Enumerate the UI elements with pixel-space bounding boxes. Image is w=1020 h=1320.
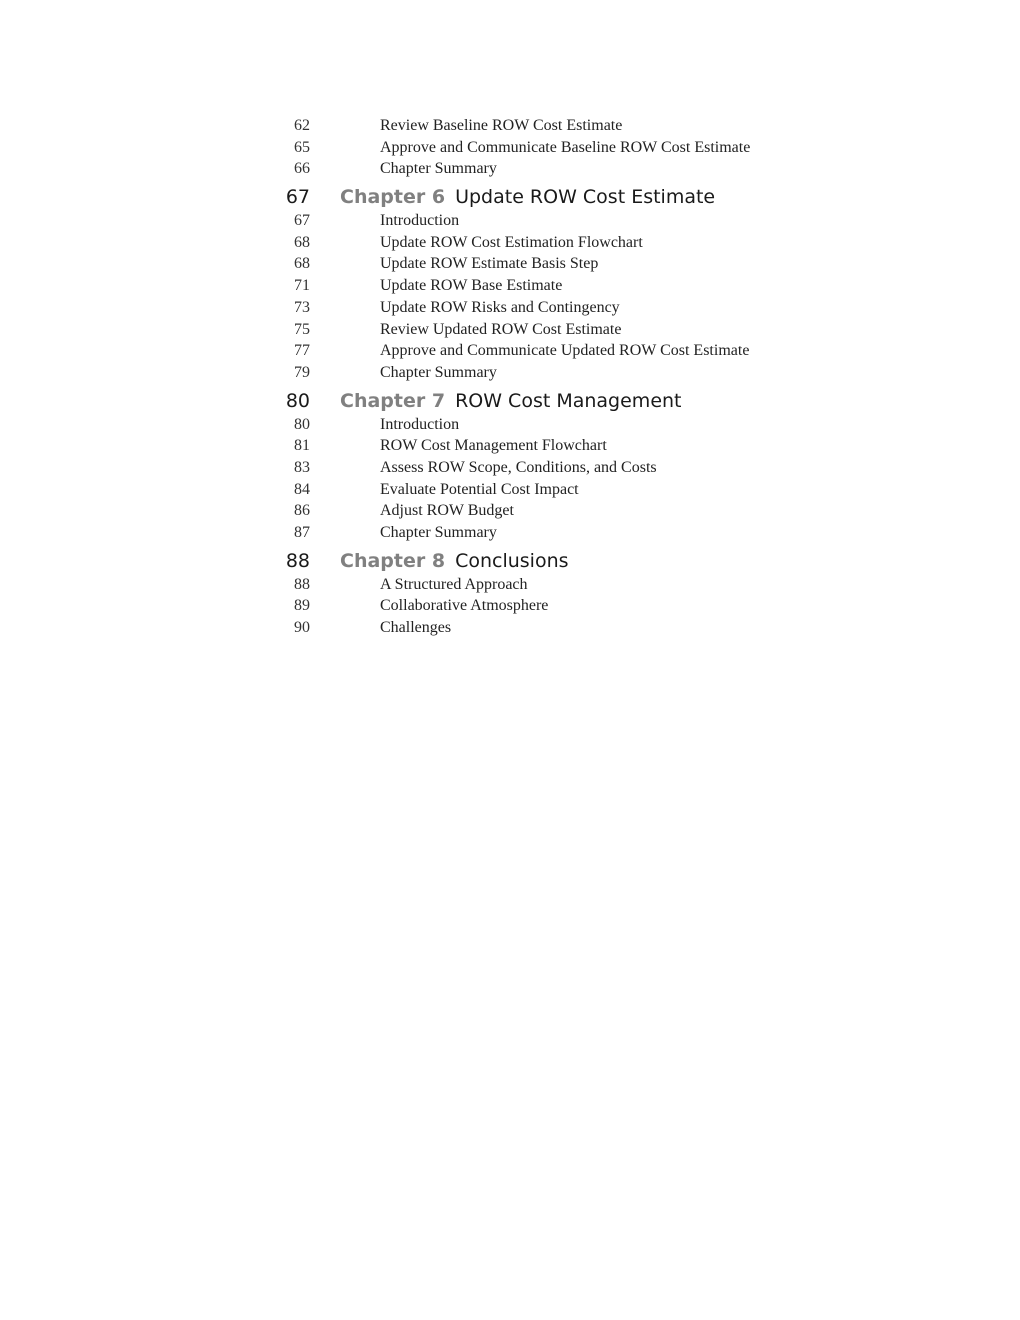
- toc-entry-page: 75: [294, 320, 310, 338]
- toc-entry-title: Update ROW Estimate Basis Step: [380, 255, 599, 273]
- toc-entry-page: 66: [294, 160, 310, 178]
- toc-entry-title: Review Updated ROW Cost Estimate: [380, 320, 622, 338]
- toc-entry-title: Introduction: [380, 212, 460, 230]
- toc-entry-page: 77: [294, 342, 310, 360]
- toc-entry-title: Adjust ROW Budget: [380, 502, 514, 520]
- toc-entry-page: 89: [294, 597, 310, 615]
- toc-entry-page: 71: [294, 277, 310, 295]
- chapter-label: Chapter 7: [340, 389, 446, 412]
- toc-entry: [280, 275, 840, 297]
- toc-entry: [280, 479, 840, 501]
- toc-entry-page: 68: [294, 233, 310, 251]
- toc-entry: [280, 595, 840, 617]
- toc-entry-title: Chapter Summary: [380, 363, 497, 381]
- toc-entry: [280, 500, 840, 522]
- chapter-page: 67: [285, 186, 310, 209]
- toc-entry-title: Chapter Summary: [380, 524, 497, 541]
- toc-entry-title: Introduction: [380, 415, 460, 433]
- toc-entry: [280, 414, 840, 436]
- toc-entry: [280, 232, 840, 254]
- toc-entry-page: 79: [294, 363, 310, 381]
- toc-entry: [280, 158, 840, 180]
- toc-entry-title: Update ROW Base Estimate: [380, 277, 563, 295]
- toc-entry-title: ROW Cost Management Flowchart: [380, 437, 607, 455]
- toc-entry-page: 84: [294, 480, 310, 498]
- toc-entry-page: 80: [294, 415, 310, 433]
- toc-entry-title: Evaluate Potential Cost Impact: [380, 480, 579, 498]
- toc-entry-title: Assess ROW Scope, Conditions, and Costs: [380, 458, 657, 476]
- toc-entry-title: Approve and Communicate Updated ROW Cost Estimate: [380, 342, 750, 360]
- chapter-title: Update ROW Cost Estimate: [455, 186, 716, 209]
- toc-entry: [280, 617, 840, 639]
- toc-entry: [280, 115, 840, 137]
- toc-entry: [280, 137, 840, 159]
- toc-entry-title: Update ROW Risks and Contingency: [380, 298, 620, 316]
- toc-entry-page: 88: [294, 575, 310, 593]
- toc-entry-title: Collaborative Atmosphere: [380, 597, 549, 615]
- toc-entry-page: 87: [294, 524, 310, 541]
- toc-entry: [280, 210, 840, 232]
- toc-entry-page: 65: [294, 138, 310, 156]
- table-of-contents: [280, 115, 840, 639]
- toc-entry-page: 86: [294, 502, 310, 520]
- toc-entry-page: 67: [294, 212, 310, 230]
- toc-entry: [280, 319, 840, 341]
- chapter-title: ROW Cost Management: [455, 389, 682, 412]
- toc-chapter-heading: [280, 389, 840, 414]
- toc-entry-page: 68: [294, 255, 310, 273]
- toc-entry-page: 90: [294, 619, 310, 637]
- toc-entry-title: Chapter Summary: [380, 160, 497, 178]
- toc-entry: [280, 574, 840, 596]
- toc-entry-title: Update ROW Cost Estimation Flowchart: [380, 233, 643, 251]
- chapter-label: Chapter 8: [340, 549, 446, 572]
- chapter-page: 80: [285, 389, 310, 412]
- toc-entry-page: 62: [294, 117, 310, 134]
- toc-entry-page: 81: [294, 437, 310, 455]
- toc-entry: [280, 253, 840, 275]
- toc-entry: [280, 435, 840, 457]
- toc-entry: [280, 362, 840, 384]
- chapter-page: 88: [285, 549, 310, 572]
- toc-entry: [280, 457, 840, 479]
- toc-entry-title: Approve and Communicate Baseline ROW Cost Estimate: [380, 138, 751, 156]
- toc-entry-page: 73: [294, 298, 310, 316]
- toc-chapter-heading: [280, 185, 840, 210]
- toc-entry-title: Review Baseline ROW Cost Estimate: [380, 117, 623, 134]
- chapter-label: Chapter 6: [340, 186, 446, 209]
- toc-entry-title: A Structured Approach: [380, 575, 528, 593]
- toc-entry-title: Challenges: [380, 619, 452, 637]
- toc-entry: [280, 522, 840, 544]
- toc-entry-page: 83: [294, 458, 310, 476]
- chapter-title: Conclusions: [455, 549, 569, 572]
- toc-entry: [280, 297, 840, 319]
- toc-chapter-heading: [280, 549, 840, 574]
- toc-entry: [280, 340, 840, 362]
